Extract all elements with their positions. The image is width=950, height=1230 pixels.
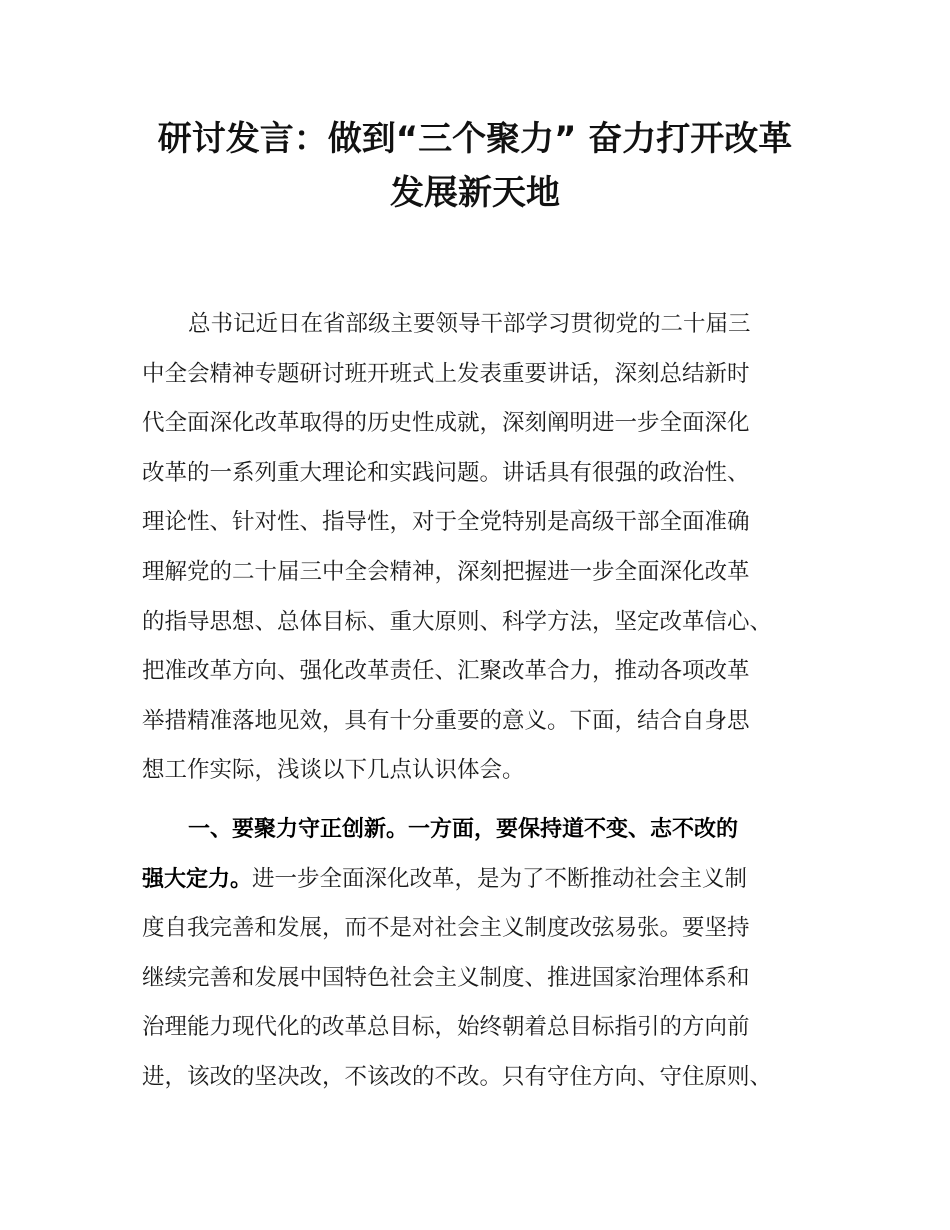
text-line: 中全会精神专题研讨班开班式上发表重要讲话，深刻总结新时 — [142, 360, 750, 387]
text-line: 想工作实际，浅谈以下几点认识体会。 — [142, 757, 525, 784]
paragraph-intro — [142, 300, 812, 796]
text-line: 的指导思想、总体目标、重大原则、科学方法，坚定改革信心、 — [142, 608, 773, 635]
text-line: 进，该改的坚决改，不该改的不改。只有守住方向、守住原则、 — [142, 1063, 773, 1090]
text-line: 继续完善和发展中国特色社会主义制度、推进国家治理体系和 — [142, 964, 750, 991]
section-heading-end: 强大定力。 — [142, 866, 253, 892]
section-heading-line: 一、要聚力守正创新。一方面，要保持道不变、志不改的 — [188, 816, 739, 842]
document-body — [142, 300, 812, 1103]
paragraph-section-one — [142, 805, 812, 1103]
text-line: 理解党的二十届三中全会精神，深刻把握进一步全面深化改革 — [142, 558, 750, 585]
paragraph-spacer — [142, 796, 812, 805]
text-line: 改革的一系列重大理论和实践问题。讲话具有很强的政治性、 — [142, 459, 750, 486]
text-line: 代全面深化改革取得的历史性成就，深刻阐明进一步全面深化 — [142, 410, 750, 437]
text-line-rest: 进一步全面深化改革，是为了不断推动社会主义制 — [252, 865, 748, 892]
text-line: 把准改革方向、强化改革责任、汇聚改革合力，推动各项改革 — [142, 658, 750, 685]
title-line-2: 发展新天地 — [390, 173, 560, 213]
text-line: 治理能力现代化的改革总目标，始终朝着总目标指引的方向前 — [142, 1014, 750, 1041]
document-title — [100, 112, 850, 220]
title-line-1: 研讨发言：做到“三个聚力” 奋力打开改革 — [157, 119, 793, 159]
text-line: 度自我完善和发展，而不是对社会主义制度改弦易张。要坚持 — [142, 915, 750, 942]
text-line — [142, 855, 812, 905]
text-line: 总书记近日在省部级主要领导干部学习贯彻党的二十届三 — [188, 311, 751, 337]
text-line: 理论性、针对性、指导性，对于全党特别是高级干部全面准确 — [142, 509, 750, 536]
text-line: 举措精准落地见效，具有十分重要的意义。下面，结合自身思 — [142, 707, 750, 734]
